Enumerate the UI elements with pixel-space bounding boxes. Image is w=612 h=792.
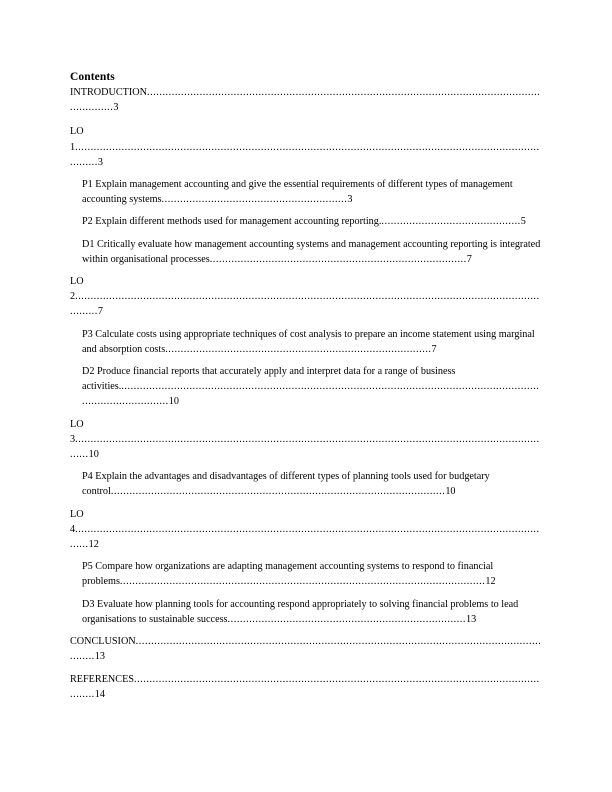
toc-entry-p2[interactable] — [82, 214, 542, 229]
toc-page-number: 12 — [88, 539, 99, 551]
toc-page-number: 5 — [520, 216, 526, 228]
toc-page-number: 12 — [485, 576, 496, 588]
toc-entry-conclusion[interactable] — [70, 634, 542, 664]
dot-leader: ...................................................................................................................... — [119, 576, 486, 588]
dot-leader: ............................................................................................................ — [110, 486, 446, 498]
toc-entry-label: D3 Evaluate how planning tools for accounting respond appropriately to solving financial problems to lead organisations to sustainable success — [82, 598, 519, 625]
toc-entry-p1[interactable] — [82, 177, 542, 207]
toc-entry-label: D2 Produce financial reports that accurately apply and interpret data for a range of business activities. — [82, 366, 456, 393]
toc-entry-p3[interactable] — [82, 327, 542, 357]
dot-leader: ................................................................................... — [209, 253, 467, 265]
toc-entry-lo-4[interactable] — [70, 507, 542, 553]
toc-page-number: 14 — [94, 688, 105, 700]
toc-entry-label: REFERENCES — [70, 673, 134, 685]
toc-page-number: 7 — [431, 343, 437, 355]
dot-leader: ............................................................................. — [227, 613, 466, 625]
toc-entry-d2[interactable] — [82, 364, 542, 410]
toc-entry-label: LO 2 — [70, 276, 84, 303]
dot-leader: ........................................................................................................................................... — [70, 636, 542, 663]
toc-entry-introduction[interactable] — [70, 85, 542, 115]
toc-entry-lo-2[interactable] — [70, 274, 542, 320]
toc-entry-label: LO 1 — [70, 126, 84, 153]
dot-leader: ............................................................ — [161, 194, 348, 206]
toc-entry-label: LO 4 — [70, 508, 84, 535]
toc-entry-label: CONCLUSION — [70, 636, 136, 648]
toc-entry-p5[interactable] — [82, 559, 542, 589]
dot-leader: ............................................................................................................................................................... — [70, 291, 540, 318]
dot-leader: ................................................................................................................................................................... — [82, 381, 540, 408]
toc-entry-label: P5 Compare how organizations are adapting management accounting systems to respond to financial problems — [82, 561, 494, 588]
toc-entry-d3[interactable] — [82, 597, 542, 627]
toc-entry-label: D1 Critically evaluate how management accounting systems and management accounting reporting is integrated within organisational processes — [82, 238, 541, 265]
toc-page-number: 10 — [168, 396, 179, 408]
dot-leader: ............................................. — [381, 216, 521, 228]
dot-leader: ............................................................................................................................................. — [70, 87, 541, 114]
toc-page-number: 10 — [88, 449, 99, 461]
toc-entry-d1[interactable] — [82, 237, 542, 267]
table-of-contents — [70, 70, 542, 702]
toc-page-number: 3 — [347, 194, 353, 206]
page-title: Contents — [70, 71, 115, 83]
toc-entry-label: P4 Explain the advantages and disadvantages of different types of planning tools used for budgetary control — [82, 471, 490, 498]
toc-page-number: 7 — [466, 253, 472, 265]
toc-page-number: 3 — [97, 156, 103, 168]
toc-entry-lo-3[interactable] — [70, 417, 542, 463]
toc-entry-label: LO 3 — [70, 418, 84, 445]
dot-leader: ............................................................................................................................................................... — [70, 141, 540, 168]
dot-leader: ...................................................................................... — [165, 343, 432, 355]
toc-entry-label: INTRODUCTION — [70, 87, 147, 98]
toc-page-number: 3 — [113, 102, 119, 114]
toc-page-number: 13 — [466, 613, 477, 625]
toc-entry-label: P2 Explain different methods used for management accounting reporting. — [82, 216, 382, 228]
toc-entry-lo-1[interactable] — [70, 124, 542, 170]
dot-leader: ............................................................................................................................................................ — [70, 523, 540, 551]
toc-page-number: 10 — [445, 486, 456, 498]
dot-leader: ........................................................................................................................................... — [70, 673, 540, 700]
toc-entry-p4[interactable] — [82, 469, 542, 499]
toc-entry-label: P3 Calculate costs using appropriate techniques of cost analysis to prepare an income statement using marginal and absorption costs — [82, 328, 535, 355]
toc-page-number: 13 — [94, 651, 105, 663]
dot-leader: ............................................................................................................................................................ — [70, 433, 540, 461]
toc-entry-label: P1 Explain management accounting and give the essential requirements of different types of management accounting systems — [82, 179, 513, 206]
toc-page-number: 7 — [97, 306, 103, 318]
toc-entry-references[interactable] — [70, 672, 542, 702]
